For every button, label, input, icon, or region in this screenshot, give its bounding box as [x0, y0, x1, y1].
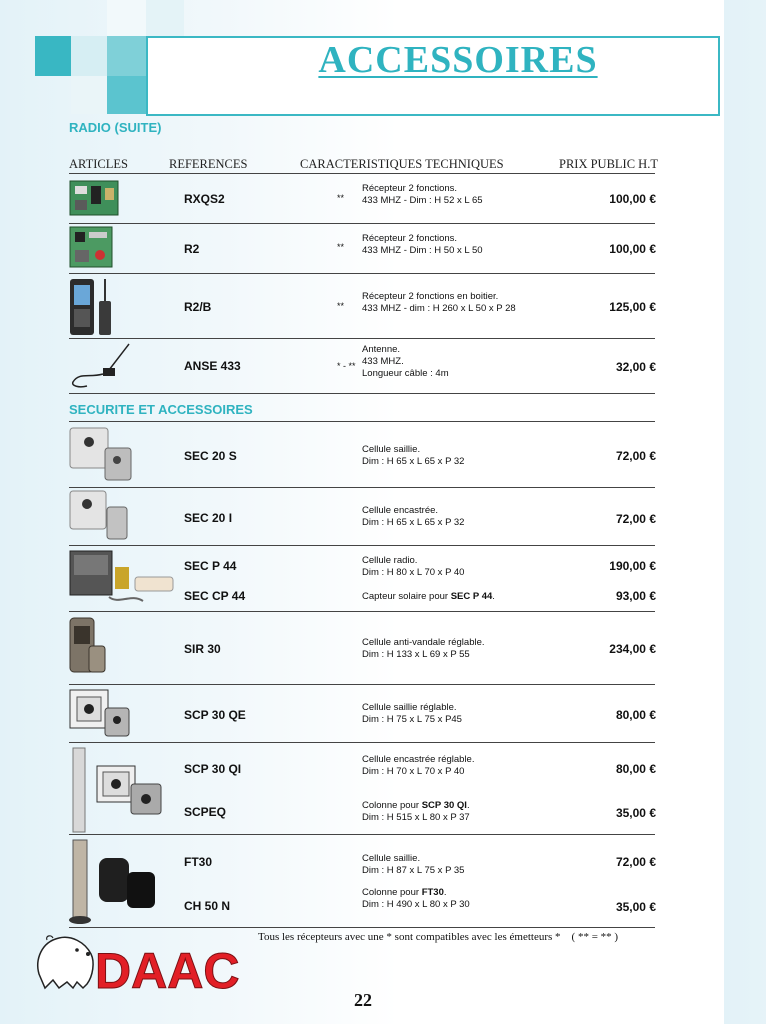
column-photocell-image — [69, 838, 161, 926]
compat-marker: ** — [337, 242, 345, 252]
decor-square — [71, 76, 107, 114]
brand-logo — [33, 930, 240, 999]
product-price: 234,00 € — [609, 642, 656, 656]
product-price: 100,00 € — [609, 242, 656, 256]
divider — [69, 545, 655, 546]
photocell-image — [69, 489, 131, 541]
product-desc: Récepteur 2 fonctions. 433 MHZ - Dim : H 50 x L 50 — [362, 233, 483, 256]
decor-square — [146, 0, 184, 36]
product-price: 35,00 € — [615, 806, 656, 820]
divider — [69, 223, 655, 224]
divider — [69, 273, 655, 274]
product-ref: SEC 20 I — [184, 511, 233, 525]
svg-text:DAAC: DAAC — [95, 943, 240, 999]
product-desc: Colonne pour SCP 30 QI. Dim : H 515 x L 80 x P 37 — [362, 800, 470, 823]
product-ref: SIR 30 — [184, 642, 221, 656]
divider — [69, 173, 655, 174]
receiver-board-image — [69, 178, 119, 218]
product-ref: SEC P 44 — [184, 559, 237, 573]
section-title-radio: RADIO (SUITE) — [69, 120, 162, 135]
column-header-prix: PRIX PUBLIC H.T — [559, 157, 658, 171]
photocell-image — [69, 426, 133, 484]
compat-marker: ** — [337, 193, 345, 203]
receiver-board-image — [69, 226, 113, 268]
divider — [69, 338, 655, 339]
adjustable-photocell-image — [69, 688, 131, 740]
column-header-caracteristiques: CARACTERISTIQUES TECHNIQUES — [300, 157, 504, 171]
product-ref: SCPEQ — [184, 805, 227, 819]
product-price: 72,00 € — [615, 449, 656, 463]
compat-marker: ** — [337, 301, 345, 311]
polar-bear-icon — [38, 936, 93, 988]
footer-note: Tous les récepteurs avec une * sont compatibles avec les émetteurs * ( ** = ** ) — [258, 931, 619, 943]
product-desc: Cellule saillie. Dim : H 87 x L 75 x P 35 — [362, 853, 465, 876]
decor-square — [35, 36, 71, 76]
product-price: 35,00 € — [615, 900, 656, 914]
product-ref: SEC 20 S — [184, 449, 237, 463]
antenna-image — [69, 342, 131, 390]
divider — [69, 421, 655, 422]
product-ref: CH 50 N — [184, 899, 231, 913]
radio-photocell-kit-image — [69, 549, 177, 607]
product-ref: R2/B — [184, 300, 212, 314]
product-price: 72,00 € — [615, 855, 656, 869]
product-desc: Récepteur 2 fonctions en boitier. 433 MHZ - dim : H 260 x L 50 x P 28 — [362, 291, 516, 314]
anti-vandal-photocell-image — [69, 616, 109, 674]
product-desc: Cellule encastrée réglable. Dim : H 70 x L 70 x P 40 — [362, 754, 475, 777]
divider — [69, 611, 655, 612]
decor-square — [71, 36, 107, 76]
product-desc: Récepteur 2 fonctions. 433 MHZ - Dim : H 52 x L 65 — [362, 183, 483, 206]
column-header-references: REFERENCES — [169, 157, 248, 171]
product-ref: FT30 — [184, 855, 213, 869]
divider — [69, 393, 655, 394]
product-ref: SCP 30 QE — [184, 708, 246, 722]
product-desc: Cellule encastrée. Dim : H 65 x L 65 x P 32 — [362, 505, 465, 528]
page-number: 22 — [354, 990, 372, 1010]
divider — [69, 742, 655, 743]
divider — [69, 684, 655, 685]
compat-marker: * - ** — [337, 361, 356, 371]
product-desc: Antenne. 433 MHZ. Longueur câble : 4m — [362, 344, 449, 379]
product-ref: SCP 30 QI — [184, 762, 242, 776]
column-photocell-image — [69, 746, 167, 834]
product-desc: Cellule radio. Dim : H 80 x L 70 x P 40 — [362, 555, 465, 578]
section-title-securite: SECURITE ET ACCESSOIRES — [69, 402, 253, 417]
decor-square — [107, 36, 146, 76]
product-desc: Cellule saillie. Dim : H 65 x L 65 x P 32 — [362, 444, 465, 467]
divider — [69, 834, 655, 835]
column-header-articles: ARTICLES — [69, 157, 128, 171]
product-ref: R2 — [184, 242, 200, 256]
product-price: 80,00 € — [615, 762, 656, 776]
product-price: 125,00 € — [609, 300, 656, 314]
product-ref: ANSE 433 — [184, 359, 241, 373]
page-title: ACCESSOIRES — [318, 39, 598, 81]
decor-square — [107, 0, 146, 36]
product-ref: RXQS2 — [184, 192, 225, 206]
divider — [69, 927, 655, 928]
product-desc: Cellule saillie réglable. Dim : H 75 x L 75 x P45 — [362, 702, 462, 725]
product-desc: Capteur solaire pour SEC P 44. — [362, 591, 495, 602]
product-price: 93,00 € — [615, 589, 656, 603]
product-price: 100,00 € — [609, 192, 656, 206]
product-ref: SEC CP 44 — [184, 589, 246, 603]
product-price: 32,00 € — [615, 360, 656, 374]
receiver-box-image — [69, 277, 117, 337]
decor-square — [107, 76, 146, 114]
divider — [69, 487, 655, 488]
product-desc: Cellule anti-vandale réglable. Dim : H 133 x L 69 x P 55 — [362, 637, 485, 660]
product-price: 190,00 € — [609, 559, 656, 573]
product-price: 80,00 € — [615, 708, 656, 722]
product-desc: Colonne pour FT30. Dim : H 490 x L 80 x P 30 — [362, 887, 470, 910]
product-price: 72,00 € — [615, 512, 656, 526]
